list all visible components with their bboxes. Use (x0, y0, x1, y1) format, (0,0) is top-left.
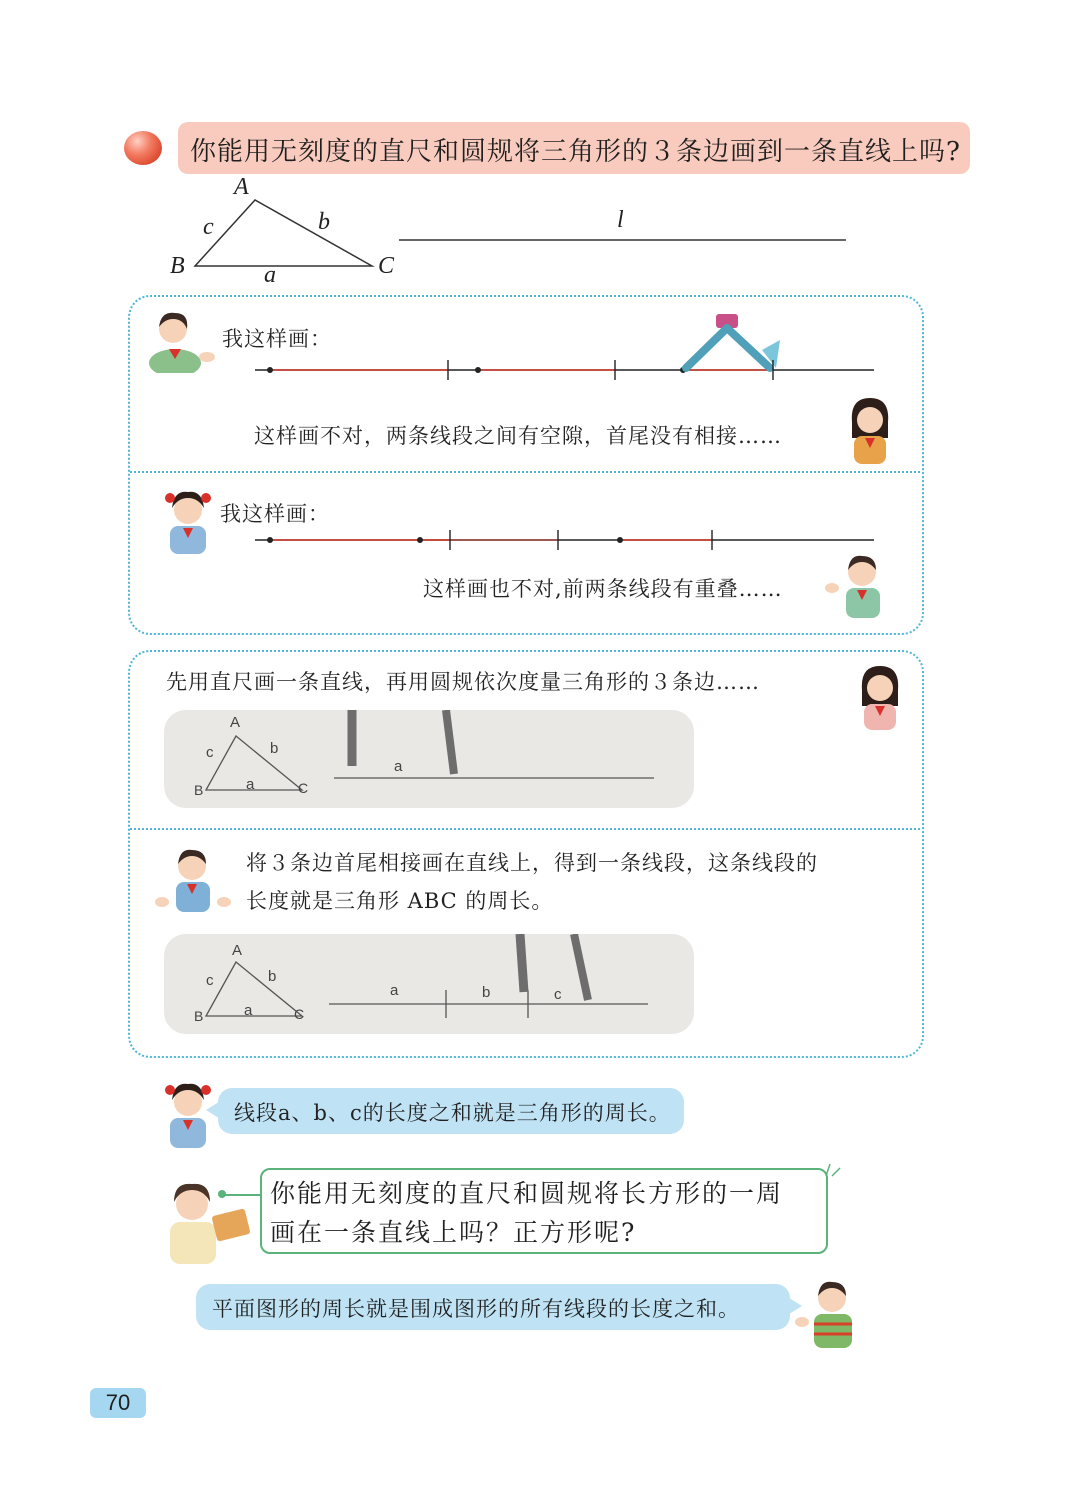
attempt1-drawing (250, 310, 880, 390)
student-boy-avatar (818, 548, 894, 620)
vertex-b-label: B (170, 253, 185, 279)
photo-step2 (164, 934, 694, 1034)
divider (130, 828, 920, 830)
photo2-side-b: b (268, 968, 277, 985)
student-girl-4-avatar (852, 660, 908, 732)
teacher-question-line2: 画在一条直线上吗？正方形呢? (270, 1218, 637, 1247)
method-step2-line1: 将３条边首尾相接画在直线上，得到一条线段，这条线段的 (246, 851, 818, 875)
photo1-side-a: a (246, 776, 255, 793)
teacher-question-line1: 你能用无刻度的直尺和圆规将长方形的一周 (270, 1179, 784, 1208)
photo1-vertex-b: B (194, 782, 204, 798)
pointer-dot (218, 1190, 226, 1198)
attempt2-label: 我这样画： (220, 502, 330, 526)
triangle-abc (195, 200, 372, 266)
photo2-side-a: a (244, 1002, 253, 1019)
side-c-label: c (203, 214, 214, 240)
teacher-avatar (152, 1176, 252, 1266)
student-girl-2-avatar (842, 392, 898, 466)
method-step2-line2: 长度就是三角形 ABC 的周长。 (246, 889, 554, 913)
photo1-side-b: b (270, 740, 279, 757)
attempt1-comment: 这样画不对，两条线段之间有空隙，首尾没有相接…… (254, 424, 782, 448)
attempt2-comment: 这样画也不对,前两条线段有重叠…… (423, 577, 783, 601)
conclusion-text: 线段a、b、c的长度之和就是三角形的周长。 (234, 1101, 671, 1125)
photo2-vertex-b: B (194, 1008, 204, 1024)
photo1-segment-a: a (394, 758, 403, 775)
teacher-pointer (222, 1194, 260, 1196)
photo2-segment-c: c (554, 986, 562, 1003)
photo-step1 (164, 710, 694, 808)
student-boy-2-avatar (154, 842, 234, 916)
question-text: 你能用无刻度的直尺和圆规将三角形的３条边画到一条直线上吗? (190, 137, 961, 167)
divider (130, 471, 920, 473)
photo2-vertex-a: A (232, 942, 243, 959)
definition-text: 平面图形的周长就是围成图形的所有线段的长度之和。 (212, 1297, 740, 1321)
photo1-side-c: c (206, 744, 214, 761)
vertex-a-label: A (234, 174, 249, 200)
page-number: 70 (90, 1388, 146, 1418)
photo-step1-drawing (164, 710, 694, 808)
compass-icon (686, 314, 780, 368)
student-girl-avatar (143, 305, 219, 373)
bubble-tail (206, 1100, 222, 1120)
attempt1-label: 我这样画： (222, 327, 332, 351)
line-l-label: l (617, 207, 624, 233)
photo1-vertex-c: C (298, 780, 309, 796)
method-step1: 先用直尺画一条直线，再用圆规依次度量三角形的３条边…… (166, 670, 760, 694)
photo-step2-drawing (164, 934, 694, 1034)
photo2-side-c: c (206, 972, 214, 989)
student-boy-3-avatar (792, 1274, 862, 1350)
sparkle-icon (822, 1160, 844, 1178)
student-girl-3-avatar (160, 484, 216, 556)
photo2-segment-b: b (482, 984, 491, 1001)
attempt2-drawing (250, 520, 880, 560)
photo2-segment-a: a (390, 982, 399, 999)
side-b-label: b (318, 209, 330, 235)
photo1-vertex-a: A (230, 714, 241, 731)
book-icon (211, 1208, 250, 1241)
question-bullet-icon (124, 131, 162, 165)
side-a-label: a (264, 262, 276, 288)
vertex-c-label: C (378, 253, 395, 279)
photo2-vertex-c: C (294, 1006, 305, 1022)
